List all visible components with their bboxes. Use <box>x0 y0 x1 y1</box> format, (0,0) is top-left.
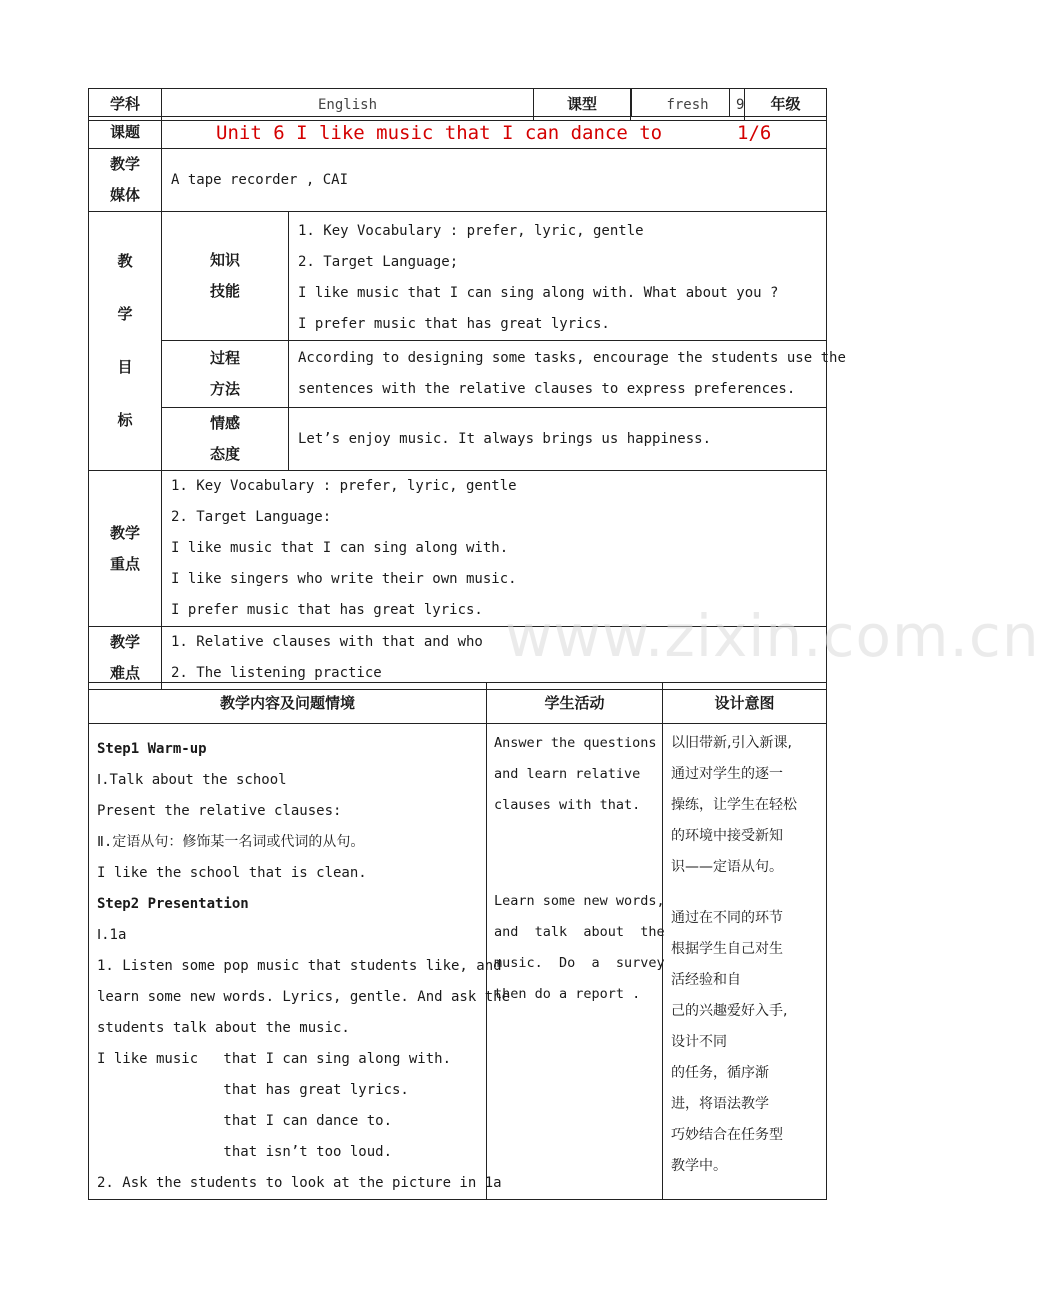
key-points-label-line-2: 重点 <box>109 554 140 573</box>
topic-period: 1/6 <box>737 122 772 144</box>
intent-line: 己的兴趣爱好入手, <box>671 1003 788 1019</box>
content-line: I like music that I can sing along with. <box>97 1051 452 1067</box>
key-points-label <box>89 471 162 627</box>
content-line: learn some new words. Lyrics, gentle. And ask the <box>97 989 511 1005</box>
intent-line: 进，将语法教学 <box>671 1096 769 1112</box>
subject-label: 学科 <box>89 89 162 121</box>
media-label <box>89 149 162 212</box>
process-label <box>162 341 289 408</box>
content-line: that isn’t too loud. <box>97 1144 393 1160</box>
watermark: www.zixin.com.cn <box>505 602 1040 670</box>
grade-label-text: 年级 <box>770 95 801 113</box>
intent-line: 以旧带新,引入新课, <box>671 735 792 751</box>
intent-line: 的任务，循序渐 <box>671 1065 769 1081</box>
emotion-label-line-2: 态度 <box>209 445 240 463</box>
difficulty-line: 2. The listening practice <box>171 665 382 681</box>
key-points-content <box>162 471 827 627</box>
intent-column-header: 设计意图 <box>663 683 827 724</box>
activity-line: then do a report . <box>494 986 641 1002</box>
media-label-line-1: 教学 <box>109 155 140 173</box>
intent-line: 巧妙结合在任务型 <box>671 1127 783 1143</box>
topic-title: Unit 6 I like music that I can dance to <box>216 122 663 144</box>
grade-divider <box>631 88 632 116</box>
key-points-label-line-1: 教学 <box>109 523 140 542</box>
difficulties-label-line-1: 教学 <box>109 633 140 651</box>
content-line: Ⅰ.1a <box>97 927 127 943</box>
content-line: 1. Listen some pop music that students like, and <box>97 958 502 974</box>
knowledge-line: 2. Target Language; <box>298 254 459 270</box>
difficulties-label <box>89 627 162 690</box>
goals-label-char-1: 教 <box>117 252 133 270</box>
difficulties-content <box>162 627 827 690</box>
teaching-content <box>89 724 511 1200</box>
grade-value-divider <box>729 88 730 116</box>
knowledge-label-line-2: 技能 <box>209 282 240 300</box>
activity-spacer <box>494 821 662 886</box>
lesson-type-value: fresh <box>631 89 745 121</box>
key-point-line: I like singers who write their own music. <box>171 571 517 587</box>
difficulties-label-line-2: 难点 <box>109 664 140 682</box>
key-point-line: 2. Target Language: <box>171 509 332 525</box>
key-point-line: I prefer music that has great lyrics. <box>171 602 483 618</box>
content-line: students talk about the music. <box>97 1020 350 1036</box>
process-line: sentences with the relative clauses to express preferences. <box>298 381 796 397</box>
intent-line: 操练，让学生在轻松 <box>671 797 797 813</box>
activity-line: music. Do a survey <box>494 955 665 971</box>
teaching-goals-label <box>89 212 162 471</box>
intent-line: 活经验和自 <box>671 972 741 988</box>
content-line: Present the relative clauses: <box>97 803 342 819</box>
content-line: that has great lyrics. <box>97 1082 409 1098</box>
intent-line: 通过对学生的逐一 <box>671 766 783 782</box>
difficulty-line: 1. Relative clauses with that and who <box>171 634 483 650</box>
intent-line: 识——定语从句。 <box>671 859 783 875</box>
emotion-label <box>162 408 289 471</box>
topic-cell <box>162 117 827 149</box>
goals-label-char-2: 学 <box>117 305 133 323</box>
student-activities <box>487 724 663 1200</box>
activity-column-header: 学生活动 <box>487 683 663 724</box>
design-intent <box>663 724 827 1200</box>
intent-line: 根据学生自己对生 <box>671 941 783 957</box>
knowledge-line: I prefer music that has great lyrics. <box>298 316 610 332</box>
media-value: A tape recorder , CAI <box>162 149 827 212</box>
intent-line: 设计不同 <box>671 1034 727 1050</box>
knowledge-content <box>289 212 827 341</box>
activity-line: and learn relative <box>494 766 641 782</box>
content-line: 2. Ask the students to look at the picture in 1a <box>97 1175 502 1191</box>
process-label-line-1: 过程 <box>209 349 240 367</box>
content-line: that I can dance to. <box>97 1113 393 1129</box>
goals-label-char-3: 目 <box>117 358 133 376</box>
emotion-label-line-1: 情感 <box>209 414 240 432</box>
topic-label: 课题 <box>89 117 162 149</box>
intent-line: 通过在不同的环节 <box>671 910 783 926</box>
emotion-content: Let’s enjoy music. It always brings us happiness. <box>289 408 827 471</box>
knowledge-label-line-1: 知识 <box>209 251 240 269</box>
step-heading: Step1 Warm-up <box>97 741 207 757</box>
knowledge-label <box>162 212 289 341</box>
grade-value: 9 <box>736 97 745 113</box>
knowledge-line: I like music that I can sing along with. What about you ? <box>298 285 779 301</box>
knowledge-line: 1. Key Vocabulary : prefer, lyric, gentle <box>298 223 644 239</box>
activity-line: and talk about the <box>494 924 665 940</box>
content-column-header: 教学内容及问题情境 <box>89 683 487 724</box>
subject-value: English <box>162 89 534 121</box>
key-point-line: I like music that I can sing along with. <box>171 540 509 556</box>
activity-line: clauses with that. <box>494 797 641 813</box>
process-content <box>289 341 846 408</box>
intent-line: 教学中。 <box>671 1158 727 1174</box>
lesson-type-label: 课型 <box>534 89 631 121</box>
lesson-plan-table <box>88 116 846 690</box>
intent-spacer <box>671 883 826 903</box>
process-line: According to designing some tasks, encourage the students use the <box>298 350 846 366</box>
media-label-line-2: 媒体 <box>109 186 140 204</box>
content-line: Ⅱ.定语从句：修饰某一名词或代词的从句。 <box>97 834 365 850</box>
process-label-line-2: 方法 <box>209 380 240 398</box>
activity-line: Answer the questions <box>494 735 657 751</box>
key-point-line: 1. Key Vocabulary : prefer, lyric, gentle <box>171 478 517 494</box>
step-heading: Step2 Presentation <box>97 896 249 912</box>
content-line: Ⅰ.Talk about the school <box>97 772 287 788</box>
teaching-process-table <box>88 682 827 1200</box>
activity-line: Learn some new words, <box>494 893 665 909</box>
goals-label-char-4: 标 <box>117 411 133 429</box>
intent-line: 的环境中接受新知 <box>671 828 783 844</box>
content-line: I like the school that is clean. <box>97 865 367 881</box>
